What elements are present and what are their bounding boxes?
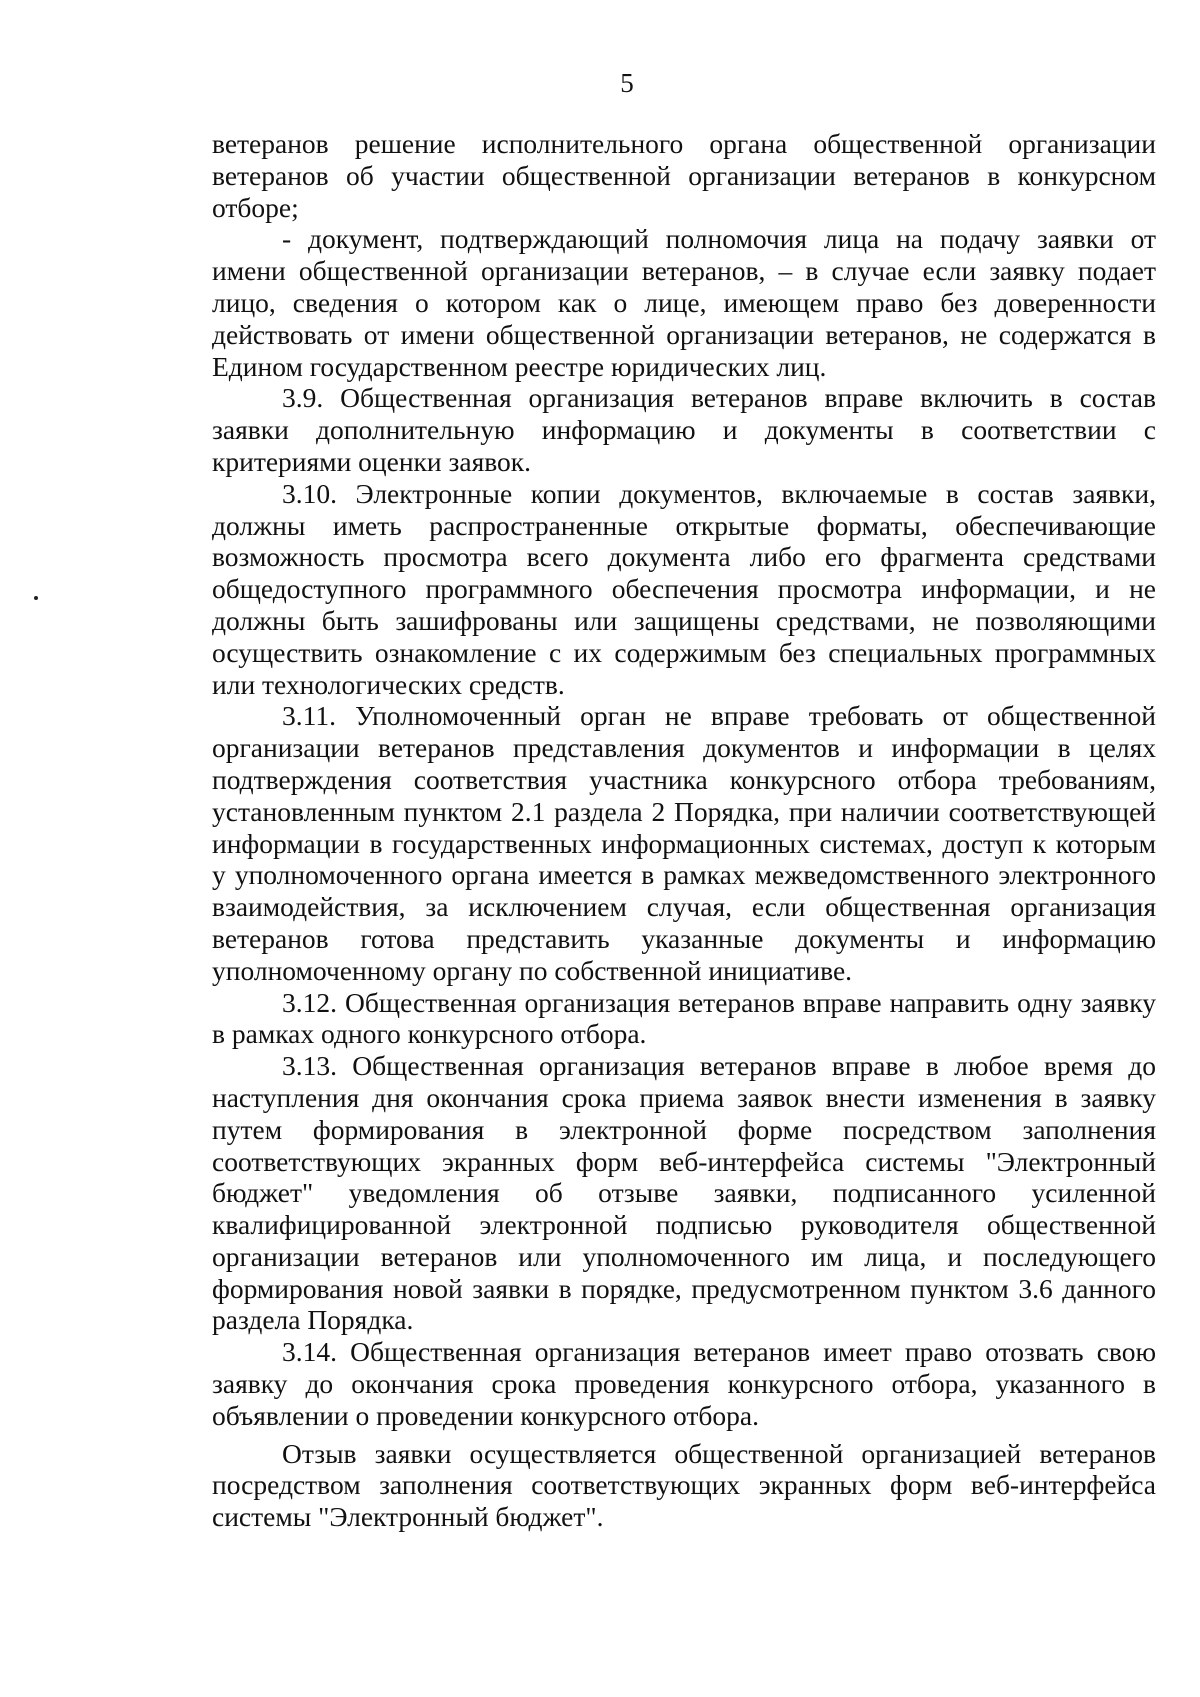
paragraph-withdrawal: Отзыв заявки осуществляется общественной организацией ветеранов посредством заполнения соответствующих экранных форм веб-интерфейса системы "Электронный бюджет". (212, 1437, 1156, 1533)
paragraph-3-9: 3.9. Общественная организация ветеранов вправе включить в состав заявки дополнительную информацию и документы в соответствии с критериями оценки заявок. (212, 382, 1156, 477)
document-body (212, 128, 1156, 1533)
paragraph-3-10: 3.10. Электронные копии документов, включаемые в состав заявки, должны иметь распространенные открытые форматы, обеспечивающие возможность просмотра всего документа либо его фрагмента средствами общедоступного программного обеспечения просмотра информации, и не должны быть зашифрованы или защищены средствами, не позволяющими осуществить ознакомление с их содержимым без специальных программных или технологических средств. (212, 477, 1156, 700)
scan-artifact-dot (34, 596, 38, 600)
paragraph-3-12: 3.12. Общественная организация ветеранов вправе направить одну заявку в рамках одного конкурсного отбора. (212, 986, 1156, 1050)
page-number: 5 (620, 68, 634, 98)
paragraph-authority-document: - документ, подтверждающий полномочия лица на подачу заявки от имени общественной организации ветеранов, – в случае если заявку подает лицо, сведения о котором как о лице, имеющем право без доверенности действовать от имени общественной организации ветеранов, не содержатся в Едином государственном реестре юридических лиц. (212, 223, 1156, 382)
paragraph-continuation: ветеранов решение исполнительного органа общественной организации ветеранов об участии общественной организации ветеранов в конкурсном отборе; (212, 128, 1156, 223)
paragraph-3-14: 3.14. Общественная организация ветеранов имеет право отозвать свою заявку до окончания срока проведения конкурсного отбора, указанного в объявлении о проведении конкурсного отбора. (212, 1336, 1156, 1431)
paragraph-3-13: 3.13. Общественная организация ветеранов вправе в любое время до наступления дня окончания срока приема заявок внести изменения в заявку путем формирования в электронной форме посредством заполнения соответствующих экранных форм веб-интерфейса системы "Электронный бюджет" уведомления об отзыве заявки, подписанного усиленной квалифицированной электронной подписью руководителя общественной организации ветеранов или уполномоченного им лица, и последующего формирования новой заявки в порядке, предусмотренном пунктом 3.6 данного раздела Порядка. (212, 1050, 1156, 1336)
paragraph-3-11: 3.11. Уполномоченный орган не вправе требовать от общественной организации ветеранов представления документов и информации в целях подтверждения соответствия участника конкурсного отбора требованиям, установленным пунктом 2.1 раздела 2 Порядка, при наличии соответствующей информации в государственных информационных системах, доступ к которым у уполномоченного органа имеется в рамках межведомственного электронного взаимодействия, за исключением случая, если общественная организация ветеранов готова представить указанные документы и информацию уполномоченному органу по собственной инициативе. (212, 700, 1156, 986)
